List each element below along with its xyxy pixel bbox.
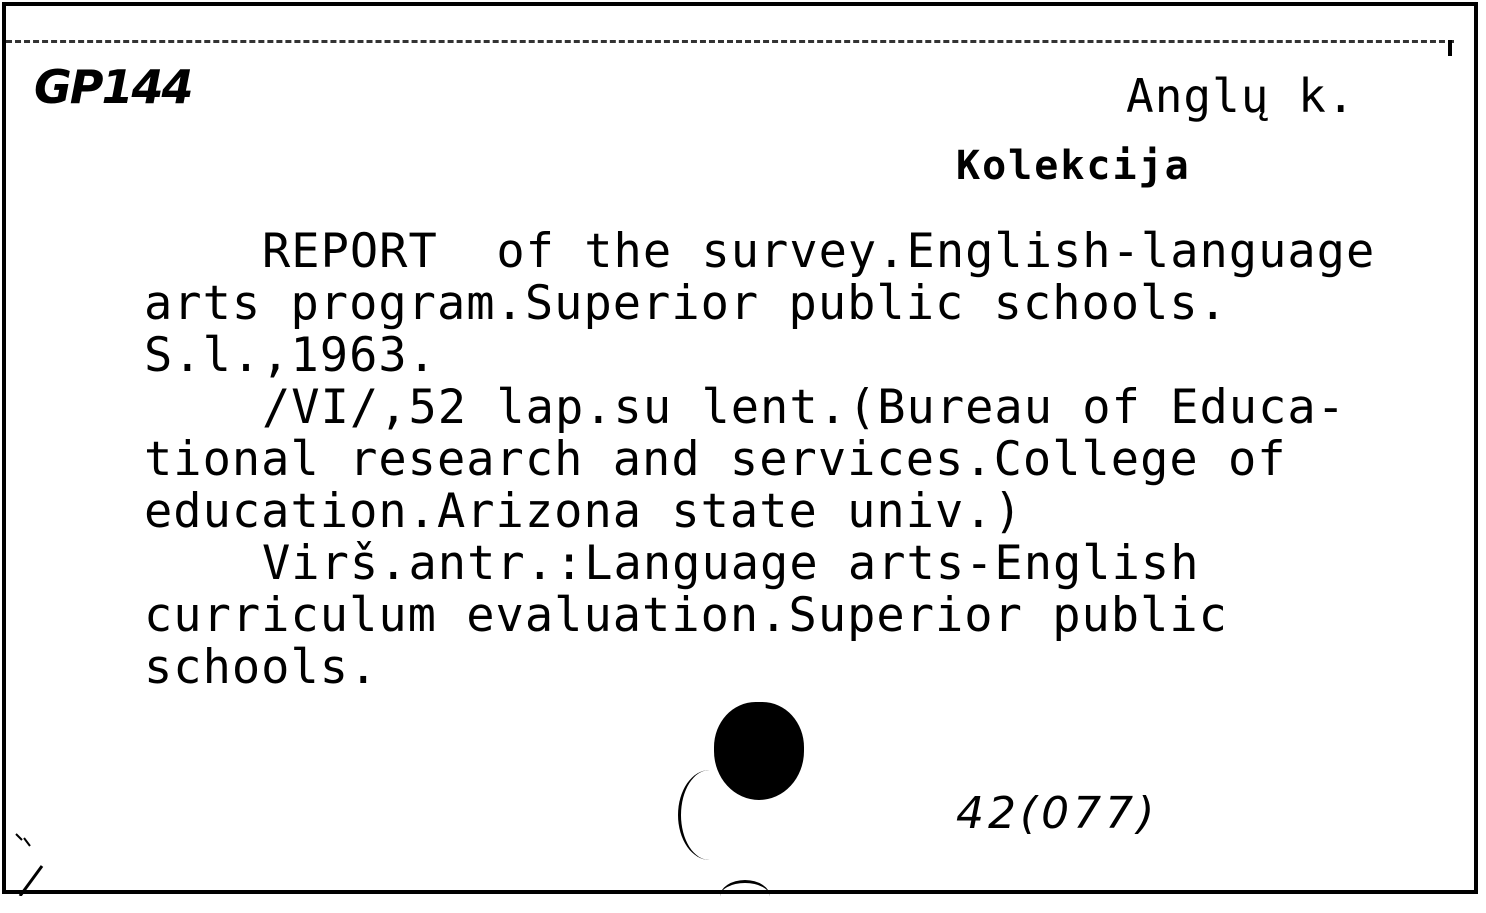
- call-number: GP144: [34, 60, 192, 114]
- corner-pencil-mark: [12, 826, 52, 896]
- record-line-3: S.l.,1963.: [144, 328, 437, 383]
- record-line-4: /VI/,52 lap.su lent.(Bureau of Educa-: [262, 380, 1346, 435]
- pencil-arc-bottom: [720, 880, 770, 913]
- record-line-6: education.Arizona state univ.): [144, 484, 1023, 539]
- language-label: Anglų k.: [1126, 69, 1356, 123]
- record-line-5: tional research and services.College of: [144, 432, 1287, 487]
- pencil-arc: [678, 770, 741, 860]
- record-line-9: schools.: [144, 640, 379, 695]
- record-line-2: arts program.Superior public schools.: [144, 276, 1228, 331]
- collection-label: Kolekcija: [956, 143, 1191, 189]
- record-line-7: Virš.antr.:Language arts-English: [262, 536, 1200, 591]
- top-dashed-line: [6, 40, 1454, 43]
- record-line-8: curriculum evaluation.Superior public: [144, 588, 1228, 643]
- record-line-1: REPORT of the survey.English-language: [262, 224, 1376, 279]
- edge-tick: [1448, 40, 1452, 56]
- classification-number: 42(077): [956, 788, 1159, 839]
